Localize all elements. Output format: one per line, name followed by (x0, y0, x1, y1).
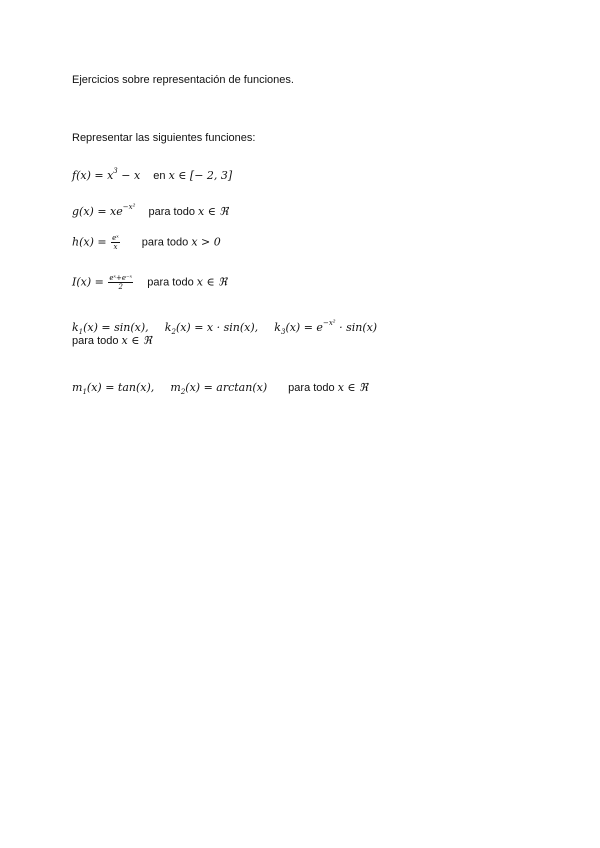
functions-k-domain (72, 334, 152, 348)
heading: Ejercicios sobre representación de funciones. (72, 74, 294, 86)
m2-sub: 2 (180, 388, 186, 396)
f-text: en (153, 170, 166, 182)
h-cond: x > 0 (191, 235, 221, 249)
k3-tail: · sin(x) (335, 321, 378, 334)
function-i (72, 274, 227, 291)
k2-rest: (x) = x · sin(x), (175, 321, 259, 334)
k2-sub: 2 (171, 328, 176, 336)
f-base: x (107, 169, 114, 182)
h-numerator: eˣ (112, 234, 119, 242)
k1-sub: 1 (78, 328, 84, 336)
i-denominator: 2 (118, 283, 123, 291)
h-denominator: x (113, 243, 118, 251)
m-cond: x ∈ ℜ (337, 381, 369, 394)
i-fraction (108, 274, 133, 291)
g-exp: −x² (122, 203, 136, 211)
functions-m (72, 381, 368, 399)
k3-name: k (274, 321, 281, 334)
i-text: para todo (147, 276, 194, 289)
function-g (72, 200, 228, 219)
k-cond: x ∈ ℜ (121, 334, 152, 347)
function-f (72, 164, 232, 183)
h-fraction (111, 234, 120, 251)
k3-sub: 3 (280, 328, 286, 336)
k3-exp: −x² (322, 319, 336, 327)
h-lhs: h(x) = (72, 235, 111, 249)
k1-rest: (x) = sin(x), (83, 321, 149, 334)
i-numerator: eˣ+e⁻ˣ (109, 274, 133, 282)
i-cond: x ∈ ℜ (196, 275, 228, 289)
h-text: para todo (141, 236, 189, 249)
m2-rest: (x) = arctan(x) (185, 381, 268, 394)
f-cond: x ∈ [− 2, 3] (168, 169, 233, 182)
f-lhs: f(x) = (72, 169, 108, 182)
k1-name: k (72, 321, 79, 334)
intro-text: Representar las siguientes funciones: (72, 132, 256, 144)
k-text: para todo (72, 335, 119, 347)
k2-name: k (164, 321, 172, 334)
g-cond: x ∈ ℜ (198, 205, 229, 218)
m1-rest: (x) = tan(x), (86, 381, 155, 394)
function-h (72, 234, 221, 251)
g-lhs: g(x) = xe (72, 205, 123, 218)
m-text: para todo (288, 382, 335, 394)
f-exp: 3 (113, 167, 118, 175)
m1-sub: 1 (82, 388, 87, 396)
i-lhs: I(x) = (72, 275, 108, 289)
f-rhs: − x (117, 169, 141, 182)
k3-rest: (x) = e (285, 321, 323, 334)
g-text: para todo (148, 206, 195, 218)
m2-name: m (170, 381, 181, 394)
m1-name: m (72, 381, 83, 394)
